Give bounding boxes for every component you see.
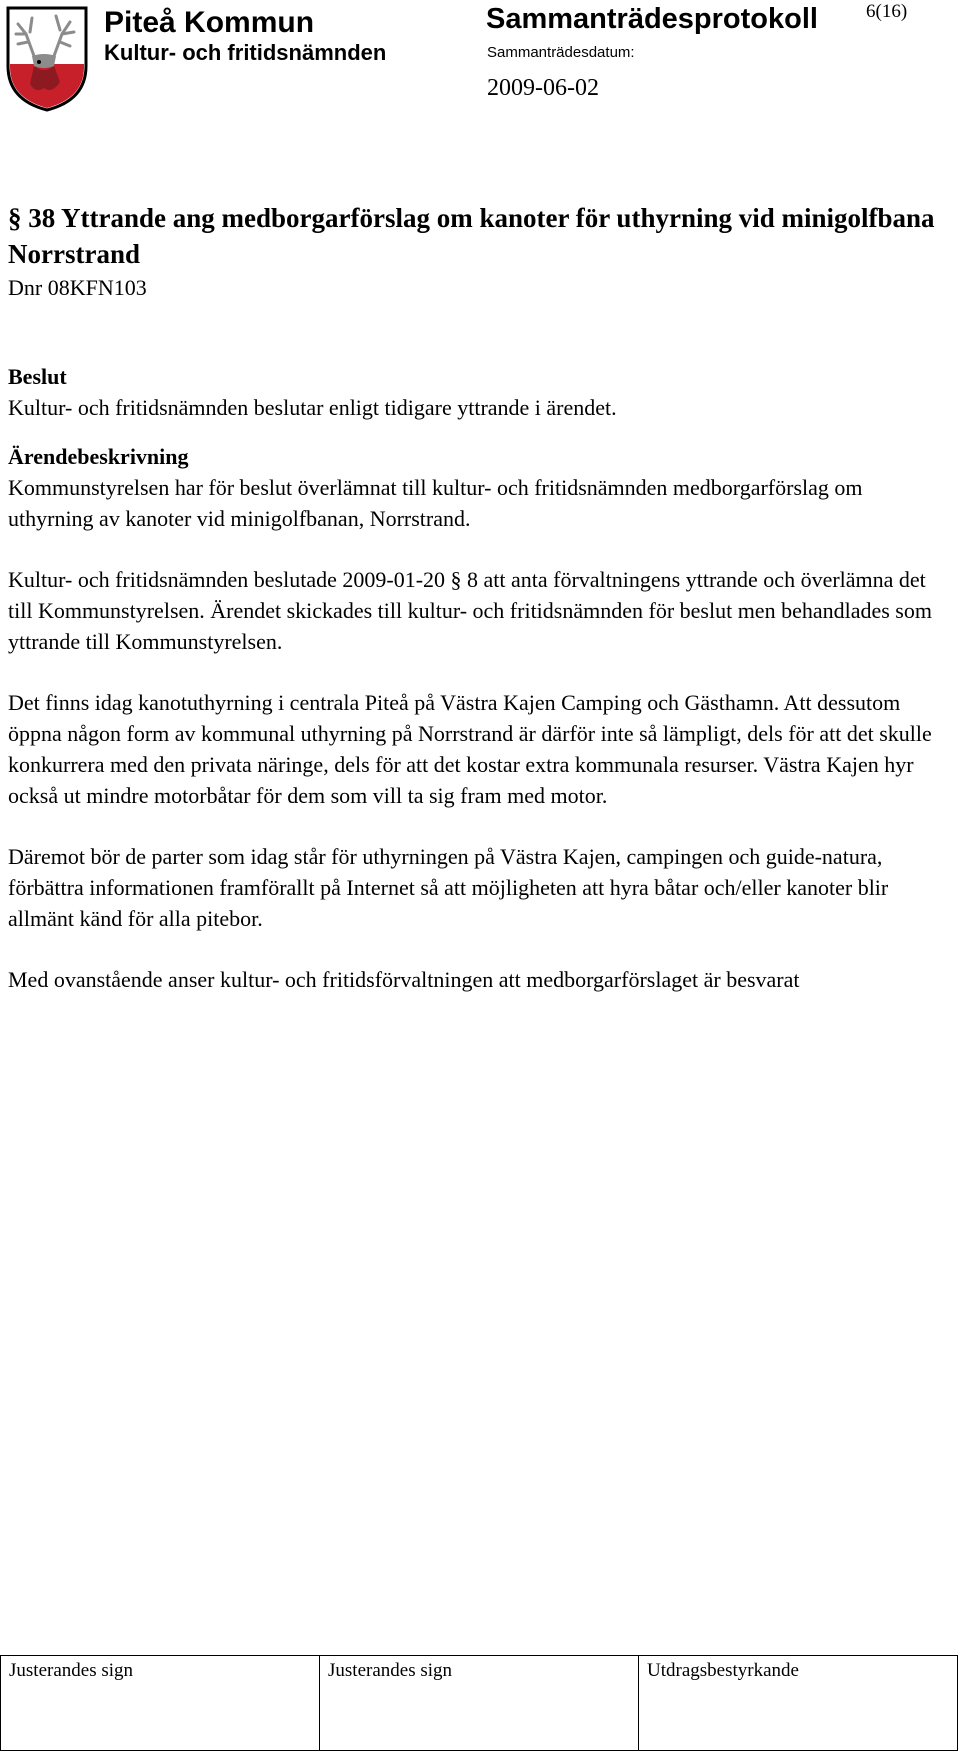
description-paragraph: Det finns idag kanotuthyrning i centrala Piteå på Västra Kajen Camping och Gästhamn. Att dessutom öppna någon form av kommunal uthyrning på Norrstrand är därför inte så lämpligt, dels för att det skulle konkurrera med den privata näringe, dels för att det kostar extra kommunala resurser. Västra Kajen hyr också ut mindre motorbåtar för dem som vill ta sig fram med motor. bbox=[8, 690, 932, 808]
signature-row bbox=[1, 1656, 958, 1751]
document-body bbox=[8, 200, 952, 1025]
meeting-date: 2009-06-02 bbox=[487, 75, 599, 101]
case-number: Dnr 08KFN103 bbox=[8, 275, 147, 300]
description-paragraph: Däremot bör de parter som idag står för uthyrningen på Västra Kajen, campingen och guide-natura, förbättra informationen framförallt på Internet så att möjligheten att hyra båtar och/eller kanoter blir allmänt känd för alla pitebor. bbox=[8, 844, 889, 931]
description-paragraph: Kommunstyrelsen har för beslut överlämnat till kultur- och fritidsnämnden medborgarförslag om uthyrning av kanoter vid minigolfbanan, Norrstrand. bbox=[8, 475, 863, 531]
signature-table bbox=[0, 1655, 958, 1751]
description-heading: Ärendebeskrivning bbox=[8, 444, 189, 469]
section-title: § 38 Yttrande ang medborgarförslag om kanoter för uthyrning vid minigolfbana Norrstrand bbox=[8, 203, 935, 269]
description-paragraph: Kultur- och fritidsnämnden beslutade 2009-01-20 § 8 att anta förvaltningens yttrande och överlämna det till Kommunstyrelsen. Ärendet skickades till kultur- och fritidsnämnden för beslut men behandlades som yttrande till Kommunstyrelsen. bbox=[8, 567, 932, 654]
document-type: Sammanträdesprotokoll bbox=[486, 3, 818, 35]
reindeer-shield-icon bbox=[4, 4, 90, 112]
organization-name: Piteå Kommun bbox=[104, 6, 315, 39]
signature-cell-1: Justerandes sign bbox=[1, 1656, 320, 1751]
municipality-logo bbox=[4, 4, 90, 112]
decision-heading: Beslut bbox=[8, 364, 67, 389]
signature-cell-2: Justerandes sign bbox=[320, 1656, 639, 1751]
certification-cell: Utdragsbestyrkande bbox=[639, 1656, 958, 1751]
decision-text: Kultur- och fritidsnämnden beslutar enligt tidigare yttrande i ärendet. bbox=[8, 395, 617, 420]
description-paragraph: Med ovanstående anser kultur- och fritidsförvaltningen att medborgarförslaget är besvarat bbox=[8, 967, 800, 992]
page-number: 6(16) bbox=[866, 1, 908, 22]
committee-name: Kultur- och fritidsnämnden bbox=[104, 40, 387, 65]
meeting-date-label: Sammanträdesdatum: bbox=[487, 44, 635, 61]
